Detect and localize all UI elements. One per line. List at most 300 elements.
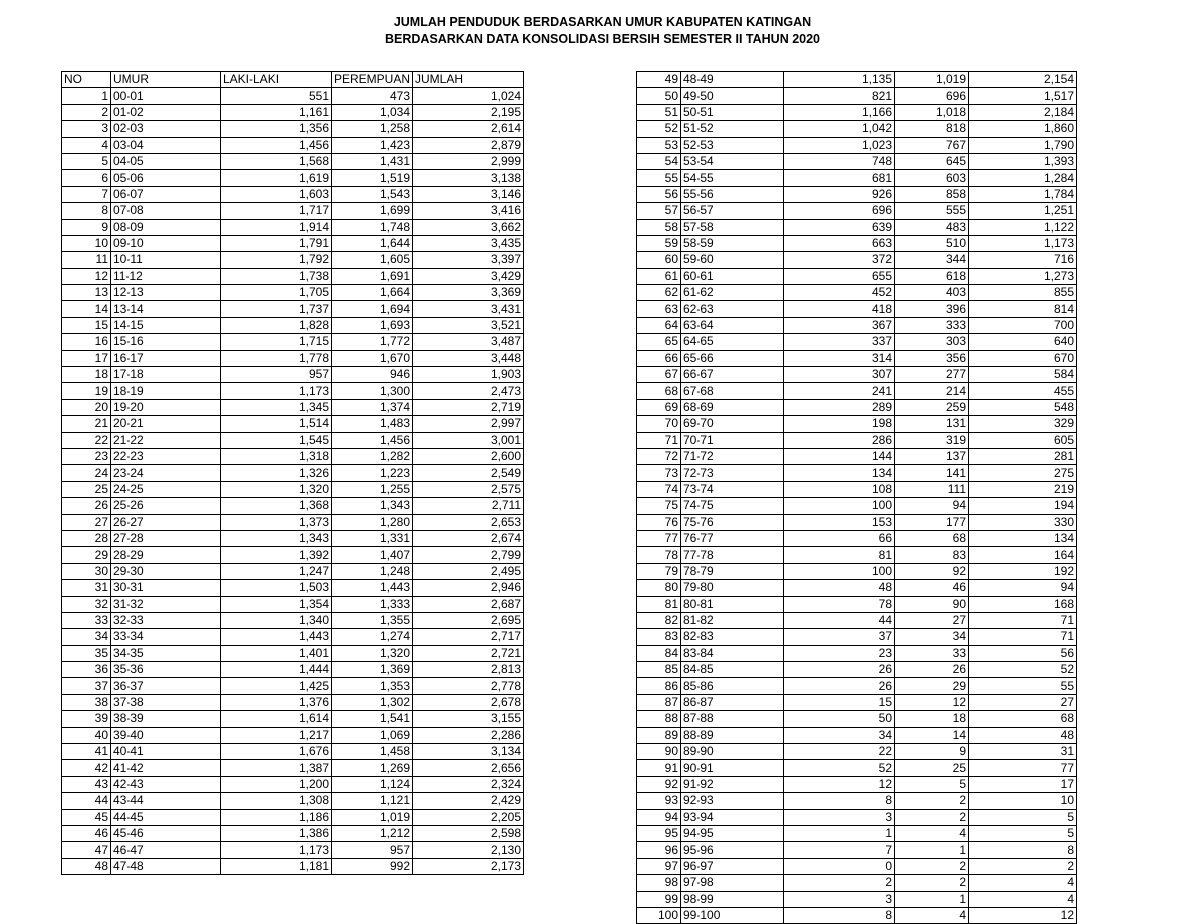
row-no: 15: [62, 317, 111, 333]
row-no: 43: [62, 776, 111, 792]
perempuan-value: 1,019: [895, 72, 969, 88]
age-range: 31-32: [111, 596, 221, 612]
laki-laki-value: 1,456: [221, 137, 332, 153]
laki-laki-value: 372: [784, 252, 895, 268]
table-row: [62, 744, 524, 760]
jumlah-value: 77: [969, 760, 1077, 776]
row-no: 75: [637, 498, 681, 514]
laki-laki-value: 2: [784, 875, 895, 891]
table-row: [637, 367, 1077, 383]
jumlah-value: 48: [969, 727, 1077, 743]
jumlah-value: 3,138: [413, 170, 524, 186]
jumlah-value: 3,134: [413, 744, 524, 760]
age-range: 35-36: [111, 662, 221, 678]
age-range: 75-76: [681, 514, 784, 530]
laki-laki-value: 100: [784, 563, 895, 579]
population-table-left: [61, 71, 524, 875]
perempuan-value: 34: [895, 629, 969, 645]
age-range: 32-33: [111, 612, 221, 628]
laki-laki-value: 418: [784, 301, 895, 317]
table-row: [637, 252, 1077, 268]
header-umur: UMUR: [111, 72, 221, 88]
jumlah-value: 329: [969, 416, 1077, 432]
laki-laki-value: 1,738: [221, 268, 332, 284]
age-range: 96-97: [681, 858, 784, 874]
jumlah-value: 2,195: [413, 104, 524, 120]
age-range: 28-29: [111, 547, 221, 563]
row-no: 56: [637, 186, 681, 202]
laki-laki-value: 1,186: [221, 809, 332, 825]
jumlah-value: 3,369: [413, 285, 524, 301]
age-range: 52-53: [681, 137, 784, 153]
table-row: [637, 170, 1077, 186]
row-no: 70: [637, 416, 681, 432]
table-row: [637, 776, 1077, 792]
age-range: 81-82: [681, 612, 784, 628]
age-range: 27-28: [111, 530, 221, 546]
age-range: 65-66: [681, 350, 784, 366]
perempuan-value: 1,431: [332, 153, 413, 169]
age-range: 72-73: [681, 465, 784, 481]
perempuan-value: 303: [895, 334, 969, 350]
jumlah-value: 2,184: [969, 104, 1077, 120]
table-row: [637, 186, 1077, 202]
row-no: 25: [62, 481, 111, 497]
laki-laki-value: 655: [784, 268, 895, 284]
age-range: 45-46: [111, 825, 221, 841]
table-row: [637, 678, 1077, 694]
perempuan-value: 1,543: [332, 186, 413, 202]
table-row: [62, 203, 524, 219]
age-range: 16-17: [111, 350, 221, 366]
table-row: [62, 153, 524, 169]
jumlah-value: 2,813: [413, 662, 524, 678]
table-row: [62, 137, 524, 153]
age-range: 56-57: [681, 203, 784, 219]
row-no: 11: [62, 252, 111, 268]
perempuan-value: 2: [895, 858, 969, 874]
perempuan-value: 68: [895, 530, 969, 546]
perempuan-value: 1,300: [332, 383, 413, 399]
row-no: 69: [637, 399, 681, 415]
perempuan-value: 483: [895, 219, 969, 235]
perempuan-value: 1,644: [332, 235, 413, 251]
laki-laki-value: 1,354: [221, 596, 332, 612]
age-range: 47-48: [111, 858, 221, 874]
age-range: 86-87: [681, 694, 784, 710]
age-range: 77-78: [681, 547, 784, 563]
table-row: [637, 88, 1077, 104]
jumlah-value: 716: [969, 252, 1077, 268]
perempuan-value: 5: [895, 776, 969, 792]
perempuan-value: 1,302: [332, 694, 413, 710]
perempuan-value: 1,369: [332, 662, 413, 678]
age-range: 99-100: [681, 907, 784, 923]
age-range: 17-18: [111, 367, 221, 383]
row-no: 8: [62, 203, 111, 219]
row-no: 7: [62, 186, 111, 202]
jumlah-value: 670: [969, 350, 1077, 366]
table-row: [62, 530, 524, 546]
age-range: 97-98: [681, 875, 784, 891]
laki-laki-value: 1,042: [784, 121, 895, 137]
age-range: 98-99: [681, 891, 784, 907]
perempuan-value: 1,407: [332, 547, 413, 563]
laki-laki-value: 3: [784, 809, 895, 825]
jumlah-value: 2,778: [413, 678, 524, 694]
age-range: 58-59: [681, 235, 784, 251]
jumlah-value: 2,999: [413, 153, 524, 169]
jumlah-value: 1,273: [969, 268, 1077, 284]
jumlah-value: 71: [969, 629, 1077, 645]
table-row: [637, 481, 1077, 497]
laki-laki-value: 78: [784, 596, 895, 612]
perempuan-value: 618: [895, 268, 969, 284]
table-row: [637, 907, 1077, 923]
age-range: 57-58: [681, 219, 784, 235]
row-no: 55: [637, 170, 681, 186]
row-no: 22: [62, 432, 111, 448]
jumlah-value: 2,600: [413, 448, 524, 464]
jumlah-value: 548: [969, 399, 1077, 415]
table-row: [637, 875, 1077, 891]
row-no: 26: [62, 498, 111, 514]
perempuan-value: 1,343: [332, 498, 413, 514]
row-no: 77: [637, 530, 681, 546]
laki-laki-value: 1,376: [221, 694, 332, 710]
age-range: 19-20: [111, 399, 221, 415]
laki-laki-value: 1,791: [221, 235, 332, 251]
perempuan-value: 1,282: [332, 448, 413, 464]
age-range: 54-55: [681, 170, 784, 186]
table-row: [637, 235, 1077, 251]
laki-laki-value: 663: [784, 235, 895, 251]
table-row: [62, 235, 524, 251]
laki-laki-value: 1,373: [221, 514, 332, 530]
table-row: [62, 448, 524, 464]
table-row: [62, 416, 524, 432]
row-no: 68: [637, 383, 681, 399]
jumlah-value: 2: [969, 858, 1077, 874]
jumlah-value: 2,653: [413, 514, 524, 530]
jumlah-value: 2,429: [413, 793, 524, 809]
perempuan-value: 131: [895, 416, 969, 432]
age-range: 87-88: [681, 711, 784, 727]
perempuan-value: 1,748: [332, 219, 413, 235]
table-row: [62, 383, 524, 399]
laki-laki-value: 681: [784, 170, 895, 186]
table-row: [62, 367, 524, 383]
age-range: 95-96: [681, 842, 784, 858]
jumlah-value: 164: [969, 547, 1077, 563]
row-no: 74: [637, 481, 681, 497]
table-row: [637, 727, 1077, 743]
jumlah-value: 10: [969, 793, 1077, 809]
laki-laki-value: 1,443: [221, 629, 332, 645]
jumlah-value: 855: [969, 285, 1077, 301]
table-row: [637, 744, 1077, 760]
laki-laki-value: 1,345: [221, 399, 332, 415]
perempuan-value: 396: [895, 301, 969, 317]
perempuan-value: 1,121: [332, 793, 413, 809]
perempuan-value: 1,331: [332, 530, 413, 546]
age-range: 09-10: [111, 235, 221, 251]
laki-laki-value: 1,173: [221, 383, 332, 399]
jumlah-value: 134: [969, 530, 1077, 546]
table-row: [62, 629, 524, 645]
row-no: 49: [637, 72, 681, 88]
row-no: 33: [62, 612, 111, 628]
perempuan-value: 1,458: [332, 744, 413, 760]
jumlah-value: 17: [969, 776, 1077, 792]
jumlah-value: 5: [969, 825, 1077, 841]
perempuan-value: 818: [895, 121, 969, 137]
jumlah-value: 94: [969, 580, 1077, 596]
age-range: 30-31: [111, 580, 221, 596]
row-no: 95: [637, 825, 681, 841]
table-row: [62, 678, 524, 694]
perempuan-value: 2: [895, 793, 969, 809]
laki-laki-value: 367: [784, 317, 895, 333]
row-no: 30: [62, 563, 111, 579]
table-row: [62, 219, 524, 235]
jumlah-value: 1,122: [969, 219, 1077, 235]
row-no: 37: [62, 678, 111, 694]
table-row: [62, 596, 524, 612]
laki-laki-value: 748: [784, 153, 895, 169]
age-range: 60-61: [681, 268, 784, 284]
jumlah-value: 2,173: [413, 858, 524, 874]
laki-laki-value: 15: [784, 694, 895, 710]
table-row: [637, 596, 1077, 612]
laki-laki-value: 34: [784, 727, 895, 743]
row-no: 48: [62, 858, 111, 874]
age-range: 44-45: [111, 809, 221, 825]
age-range: 62-63: [681, 301, 784, 317]
row-no: 57: [637, 203, 681, 219]
laki-laki-value: 52: [784, 760, 895, 776]
age-range: 70-71: [681, 432, 784, 448]
table-row: [637, 301, 1077, 317]
row-no: 61: [637, 268, 681, 284]
age-range: 01-02: [111, 104, 221, 120]
table-row: [62, 809, 524, 825]
perempuan-value: 2: [895, 809, 969, 825]
age-range: 42-43: [111, 776, 221, 792]
row-no: 93: [637, 793, 681, 809]
perempuan-value: 1,519: [332, 170, 413, 186]
perempuan-value: 603: [895, 170, 969, 186]
perempuan-value: 12: [895, 694, 969, 710]
jumlah-value: 1,860: [969, 121, 1077, 137]
jumlah-value: 3,431: [413, 301, 524, 317]
jumlah-value: 4: [969, 875, 1077, 891]
table-row: [62, 563, 524, 579]
table-row: [62, 842, 524, 858]
jumlah-value: 3,416: [413, 203, 524, 219]
laki-laki-value: 241: [784, 383, 895, 399]
age-range: 74-75: [681, 498, 784, 514]
jumlah-value: 3,146: [413, 186, 524, 202]
perempuan-value: 1,212: [332, 825, 413, 841]
row-no: 88: [637, 711, 681, 727]
laki-laki-value: 81: [784, 547, 895, 563]
table-row: [637, 416, 1077, 432]
perempuan-value: 1,248: [332, 563, 413, 579]
age-range: 02-03: [111, 121, 221, 137]
jumlah-value: 3,397: [413, 252, 524, 268]
laki-laki-value: 1,387: [221, 760, 332, 776]
row-no: 36: [62, 662, 111, 678]
table-row: [637, 711, 1077, 727]
perempuan-value: 177: [895, 514, 969, 530]
age-range: 25-26: [111, 498, 221, 514]
age-range: 34-35: [111, 645, 221, 661]
perempuan-value: 645: [895, 153, 969, 169]
row-no: 54: [637, 153, 681, 169]
perempuan-value: 9: [895, 744, 969, 760]
perempuan-value: 29: [895, 678, 969, 694]
perempuan-value: 1,069: [332, 727, 413, 743]
table-row: [637, 891, 1077, 907]
perempuan-value: 555: [895, 203, 969, 219]
age-range: 79-80: [681, 580, 784, 596]
perempuan-value: 1,541: [332, 711, 413, 727]
age-range: 43-44: [111, 793, 221, 809]
row-no: 1: [62, 88, 111, 104]
table-row: [637, 498, 1077, 514]
perempuan-value: 696: [895, 88, 969, 104]
laki-laki-value: 1,200: [221, 776, 332, 792]
perempuan-value: 1,355: [332, 612, 413, 628]
jumlah-value: 2,130: [413, 842, 524, 858]
laki-laki-value: 1,792: [221, 252, 332, 268]
row-no: 47: [62, 842, 111, 858]
age-range: 90-91: [681, 760, 784, 776]
row-no: 6: [62, 170, 111, 186]
jumlah-value: 2,614: [413, 121, 524, 137]
jumlah-value: 2,711: [413, 498, 524, 514]
laki-laki-value: 1,343: [221, 530, 332, 546]
perempuan-value: 18: [895, 711, 969, 727]
age-range: 49-50: [681, 88, 784, 104]
row-no: 35: [62, 645, 111, 661]
table-row: [62, 547, 524, 563]
perempuan-value: 1,255: [332, 481, 413, 497]
perempuan-value: 1,605: [332, 252, 413, 268]
table-row: [62, 301, 524, 317]
laki-laki-value: 1,568: [221, 153, 332, 169]
jumlah-value: 52: [969, 662, 1077, 678]
perempuan-value: 510: [895, 235, 969, 251]
age-range: 12-13: [111, 285, 221, 301]
perempuan-value: 4: [895, 825, 969, 841]
table-row: [637, 104, 1077, 120]
laki-laki-value: 198: [784, 416, 895, 432]
jumlah-value: 3,448: [413, 350, 524, 366]
jumlah-value: 56: [969, 645, 1077, 661]
laki-laki-value: 314: [784, 350, 895, 366]
table-row: [62, 465, 524, 481]
table-header-row: [62, 72, 524, 88]
jumlah-value: 194: [969, 498, 1077, 514]
jumlah-value: 605: [969, 432, 1077, 448]
jumlah-value: 1,024: [413, 88, 524, 104]
jumlah-value: 330: [969, 514, 1077, 530]
perempuan-value: 277: [895, 367, 969, 383]
perempuan-value: 259: [895, 399, 969, 415]
jumlah-value: 68: [969, 711, 1077, 727]
jumlah-value: 5: [969, 809, 1077, 825]
row-no: 21: [62, 416, 111, 432]
perempuan-value: 344: [895, 252, 969, 268]
row-no: 45: [62, 809, 111, 825]
jumlah-value: 1,903: [413, 367, 524, 383]
row-no: 53: [637, 137, 681, 153]
row-no: 83: [637, 629, 681, 645]
laki-laki-value: 1,326: [221, 465, 332, 481]
perempuan-value: 1: [895, 842, 969, 858]
perempuan-value: 1,353: [332, 678, 413, 694]
laki-laki-value: 8: [784, 907, 895, 923]
perempuan-value: 1,374: [332, 399, 413, 415]
row-no: 76: [637, 514, 681, 530]
perempuan-value: 1,034: [332, 104, 413, 120]
jumlah-value: 2,549: [413, 465, 524, 481]
age-range: 20-21: [111, 416, 221, 432]
jumlah-value: 219: [969, 481, 1077, 497]
perempuan-value: 14: [895, 727, 969, 743]
row-no: 4: [62, 137, 111, 153]
jumlah-value: 1,393: [969, 153, 1077, 169]
age-range: 08-09: [111, 219, 221, 235]
laki-laki-value: 66: [784, 530, 895, 546]
perempuan-value: 356: [895, 350, 969, 366]
perempuan-value: 92: [895, 563, 969, 579]
table-row: [637, 825, 1077, 841]
row-no: 34: [62, 629, 111, 645]
jumlah-value: 12: [969, 907, 1077, 923]
laki-laki-value: 22: [784, 744, 895, 760]
row-no: 28: [62, 530, 111, 546]
perempuan-value: 403: [895, 285, 969, 301]
age-range: 67-68: [681, 383, 784, 399]
table-row: [62, 334, 524, 350]
jumlah-value: 2,575: [413, 481, 524, 497]
perempuan-value: 137: [895, 448, 969, 464]
jumlah-value: 2,598: [413, 825, 524, 841]
age-range: 03-04: [111, 137, 221, 153]
perempuan-value: 1,694: [332, 301, 413, 317]
row-no: 32: [62, 596, 111, 612]
jumlah-value: 2,721: [413, 645, 524, 661]
age-range: 04-05: [111, 153, 221, 169]
laki-laki-value: 100: [784, 498, 895, 514]
age-range: 69-70: [681, 416, 784, 432]
table-row: [62, 285, 524, 301]
jumlah-value: 2,495: [413, 563, 524, 579]
table-row: [637, 285, 1077, 301]
age-range: 89-90: [681, 744, 784, 760]
jumlah-value: 2,717: [413, 629, 524, 645]
perempuan-value: 1,280: [332, 514, 413, 530]
table-row: [637, 383, 1077, 399]
perempuan-value: 1,772: [332, 334, 413, 350]
table-row: [637, 612, 1077, 628]
laki-laki-value: 1,166: [784, 104, 895, 120]
laki-laki-value: 696: [784, 203, 895, 219]
row-no: 99: [637, 891, 681, 907]
